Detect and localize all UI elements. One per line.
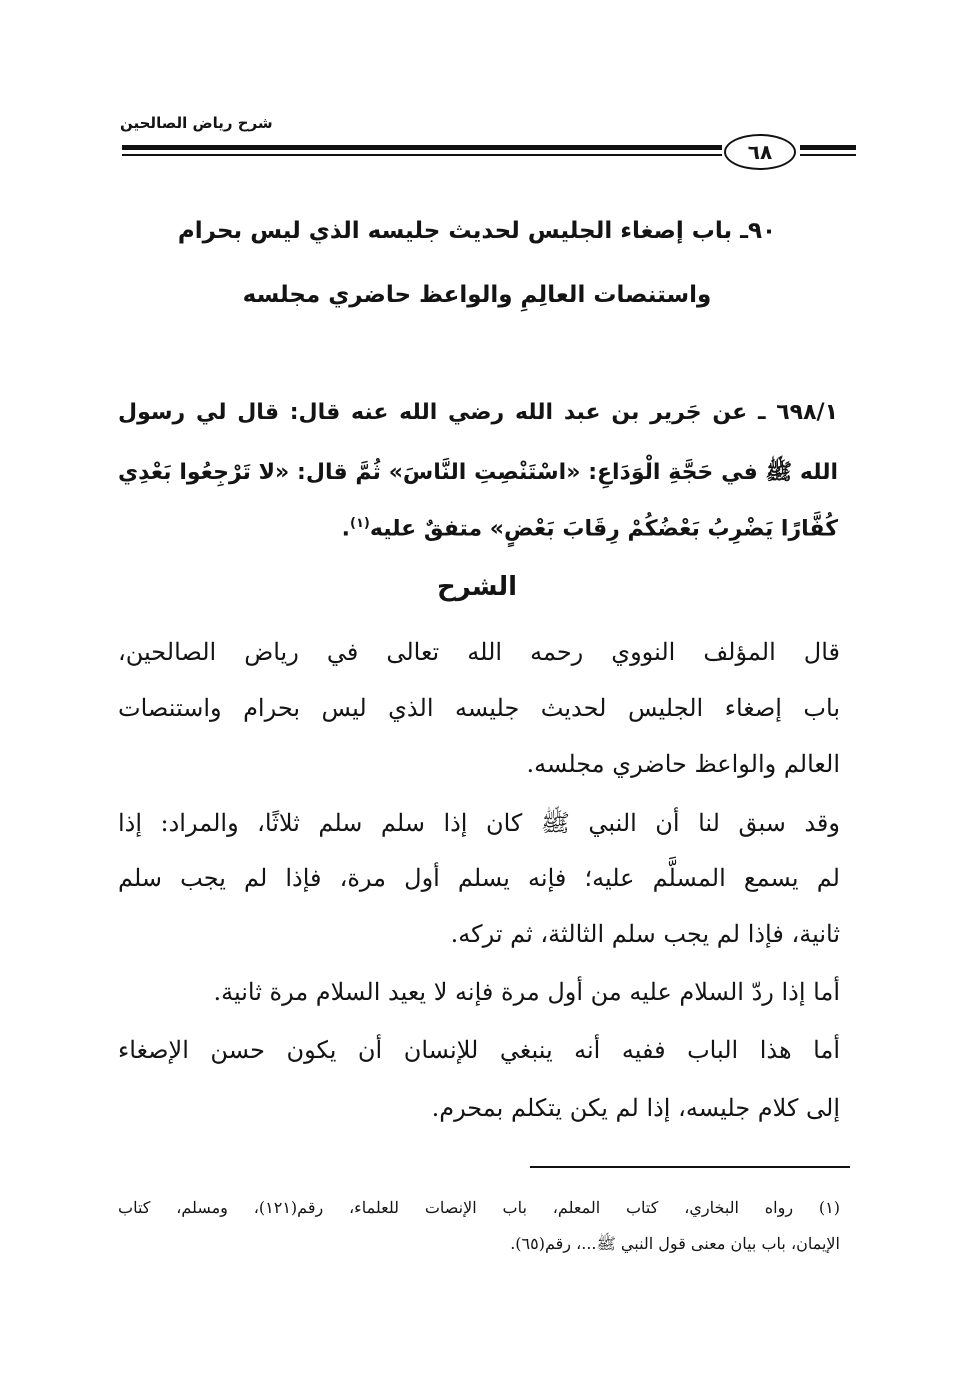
body-line-9: إلى كلام جليسه، إذا لم يكن يتكلم بمحرم. (431, 1094, 840, 1122)
footnote-line-2: الإيمان، باب بيان معنى قول النبي ﷺ...، رقم(٦٥). (510, 1234, 840, 1253)
body-line-8: أما هذا الباب ففيه أنه ينبغي للإنسان أن يكون حسن الإصغاء (118, 1036, 840, 1064)
hadith-line-1: ٦٩٨/١ ـ عن جَرير بن عبد الله رضي الله عنه قال: قال لي رسول (118, 400, 838, 425)
hadith-line-2: الله ﷺ في حَجَّةِ الْوَدَاعِ: «اسْتَنْصِتِ النَّاسَ» ثُمَّ قال: «لا تَرْجِعُوا بَعْدِي (118, 460, 838, 485)
running-title: شرح رياض الصالحين (120, 114, 273, 132)
footnote-line-1: (١) رواه البخاري، كتاب المعلم، باب الإنصات للعلماء، رقم(١٢١)، ومسلم، كتاب (118, 1198, 841, 1217)
body-line-6: ثانية، فإذا لم يجب سلم الثالثة، ثم تركه. (450, 920, 840, 948)
footnote-divider (530, 1166, 850, 1168)
chapter-title-line-2: واستنصات العالِمِ والواعظ حاضري مجلسه (242, 282, 712, 308)
body-line-7: أما إذا ردّ السلام عليه من أول مرة فإنه لا يعيد السلام مرة ثانية. (213, 978, 840, 1006)
body-line-2: باب إصغاء الجليس لحديث جليسه الذي ليس بحرام واستنصات (118, 694, 840, 722)
hadith-line-3 (118, 516, 838, 541)
header-rule-right (800, 145, 856, 159)
sharh-heading: الشرح (436, 572, 518, 602)
footnote-reference[interactable]: (١) (350, 516, 370, 531)
hadith-line-3-text: كُفَّارًا يَضْرِبُ بَعْضُكُمْ رِقَابَ بَعْضٍ» متفقٌ عليه (369, 516, 838, 542)
chapter-title-line-1: ٩٠ـ باب إصغاء الجليس لحديث جليسه الذي ليس بحرام (177, 218, 777, 244)
body-line-1: قال المؤلف النووي رحمه الله تعالى في رياض الصالحين، (118, 638, 840, 666)
body-line-5: لم يسمع المسلَّم عليه؛ فإنه يسلم أول مرة، فإذا لم يجب سلم (118, 864, 840, 892)
body-line-4: وقد سبق لنا أن النبي ﷺ كان إذا سلم سلم ثلاثًا، والمراد: إذا (118, 809, 840, 837)
page-number: ٦٨ (724, 134, 796, 170)
body-line-3: العالم والواعظ حاضري مجلسه. (526, 750, 840, 778)
header-rule-left (122, 145, 722, 159)
hadith-line-3-end: . (341, 516, 351, 542)
